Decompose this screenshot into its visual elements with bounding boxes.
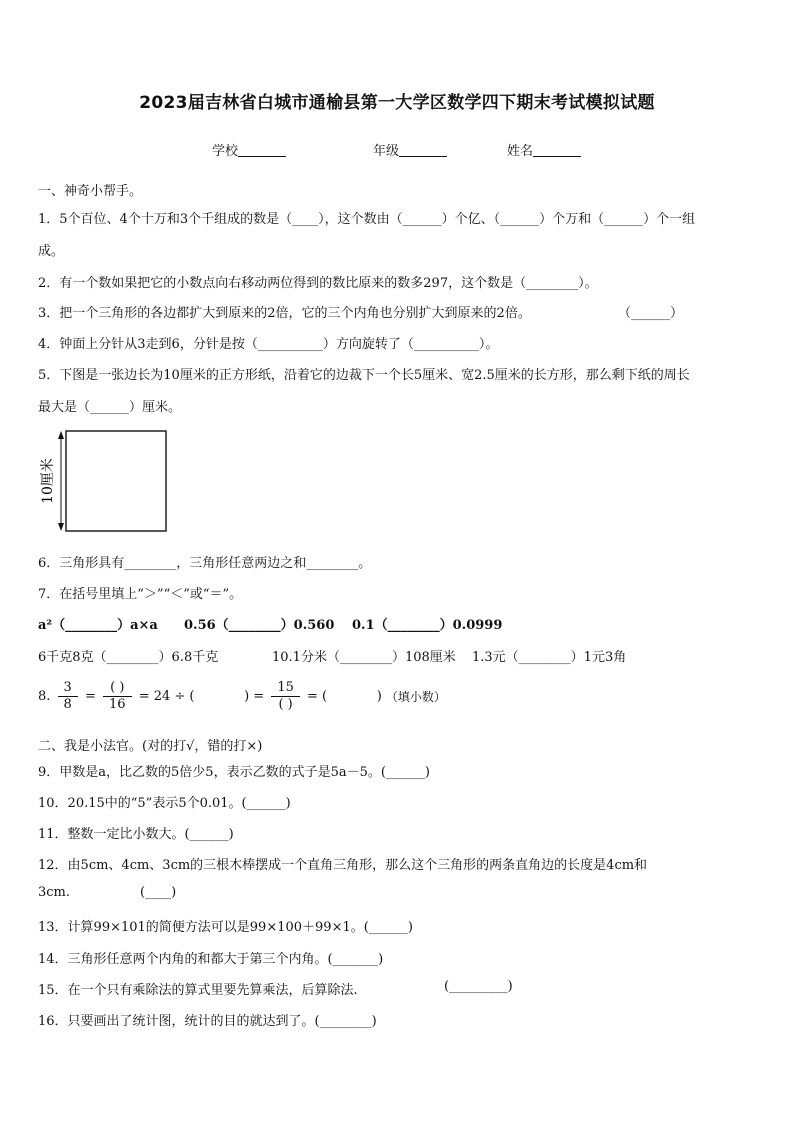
question-12-line-1: 12．由5cm、4cm、3cm的三根木棒摆成一个直角三角形，那么这个三角形的两条直角边的长度是4cm和 <box>38 858 648 873</box>
q7-row1-item2: 0.56（________）0.560 <box>184 618 335 633</box>
q8-f2-denominator: 16 <box>109 697 126 712</box>
q8-division-part: = 24 ÷ ( ) = <box>138 689 265 704</box>
question-15-answer-blank[interactable]: (_________) <box>444 979 513 994</box>
question-3-answer-blank[interactable]: （______） <box>618 306 684 321</box>
q8-fraction-3 <box>271 680 300 713</box>
q8-fraction-1 <box>58 680 78 713</box>
exam-title: 2023届吉林省白城市通榆县第一大学区数学四下期末考试模拟试题 <box>139 93 655 113</box>
q8-f1-numerator: 3 <box>58 680 78 697</box>
square-diagram <box>36 427 176 537</box>
grade-label: 年级 <box>373 144 400 159</box>
grade-field <box>373 140 447 159</box>
question-12-line-2: 3cm. <box>38 885 71 900</box>
question-2: 2．有一个数如果把它的小数点向右移动两位得到的数比原来的数多297，这个数是（________）。 <box>38 276 598 291</box>
q8-f3-numerator: 15 <box>271 680 300 697</box>
question-6: 6．三角形具有________，三角形任意两边之和________。 <box>38 556 372 571</box>
school-field <box>212 140 286 159</box>
question-1-line-1: 1．5个百位、4个十万和3个千组成的数是（____），这个数由（______）个亿、（______）个万和（______）个一组 <box>38 212 696 227</box>
q8-f1-denominator: 8 <box>63 697 72 712</box>
question-8 <box>38 680 446 713</box>
q8-f3-denominator-blank[interactable]: ( ) <box>278 697 293 712</box>
q7-row2-item3: 1.3元（________）1元3角 <box>472 650 627 665</box>
question-9: 9．甲数是a，比乙数的5倍少5，表示乙数的式子是5a－5。(______) <box>38 765 430 780</box>
section-2-heading: 二、我是小法官。(对的打√，错的打×) <box>38 739 263 754</box>
name-field <box>507 140 581 159</box>
section-1-heading: 一、神奇小帮手。 <box>38 184 143 199</box>
q7-row1-item3: 0.1（________）0.0999 <box>352 618 503 633</box>
question-13: 13．计算99×101的简便方法可以是99×100＋99×1。(______) <box>38 920 413 935</box>
question-7: 7．在括号里填上“＞”“＜”或“＝”。 <box>38 587 243 602</box>
question-1-line-2: 成。 <box>38 244 65 259</box>
question-11: 11．整数一定比小数大。(______) <box>38 827 234 842</box>
question-10: 10．20.15中的“5”表示5个0.01。(______) <box>38 796 291 811</box>
q8-decimal-part: = ( ) <box>307 689 382 704</box>
q7-row1-item1: a²（________）a×a <box>38 618 158 633</box>
grade-blank[interactable] <box>399 144 447 157</box>
square-shape <box>66 431 166 531</box>
question-5-line-2: 最大是（______）厘米。 <box>38 400 182 415</box>
name-blank[interactable] <box>533 144 581 157</box>
question-16: 16．只要画出了统计图，统计的目的就达到了。(________) <box>38 1014 377 1029</box>
dimension-arrow-bottom <box>58 523 64 531</box>
school-blank[interactable] <box>238 144 286 157</box>
q8-equals-1: = <box>84 689 96 704</box>
q8-f2-numerator-blank[interactable]: ( ) <box>103 680 132 697</box>
q7-row2-item2: 10.1分米（________）108厘米 <box>272 650 456 665</box>
question-14: 14．三角形任意两个内角的和都大于第三个内角。(_______) <box>38 952 384 967</box>
question-15: 15．在一个只有乘除法的算式里要先算乘法，后算除法. <box>38 983 358 998</box>
q7-row2-item1: 6千克8克（________）6.8千克 <box>38 650 219 665</box>
question-4: 4．钟面上分针从3走到6，分针是按（__________）方向旋转了（__________）。 <box>38 337 499 352</box>
q8-note: （填小数） <box>385 690 446 704</box>
figure-dimension-label: 10厘米 <box>40 458 56 504</box>
question-3: 3．把一个三角形的各边都扩大到原来的2倍，它的三个内角也分别扩大到原来的2倍。 <box>38 306 531 321</box>
question-5-line-1: 5．下图是一张边长为10厘米的正方形纸，沿着它的边裁下一个长5厘米、宽2.5厘米的长方形，那么剩下纸的周长 <box>38 368 690 383</box>
name-label: 姓名 <box>507 144 534 159</box>
q8-fraction-2 <box>103 680 132 713</box>
q8-number: 8. <box>38 689 51 704</box>
school-label: 学校 <box>212 144 239 159</box>
question-12-answer-blank[interactable]: (____) <box>140 885 177 900</box>
square-figure <box>36 427 176 537</box>
dimension-arrow-top <box>58 431 64 439</box>
